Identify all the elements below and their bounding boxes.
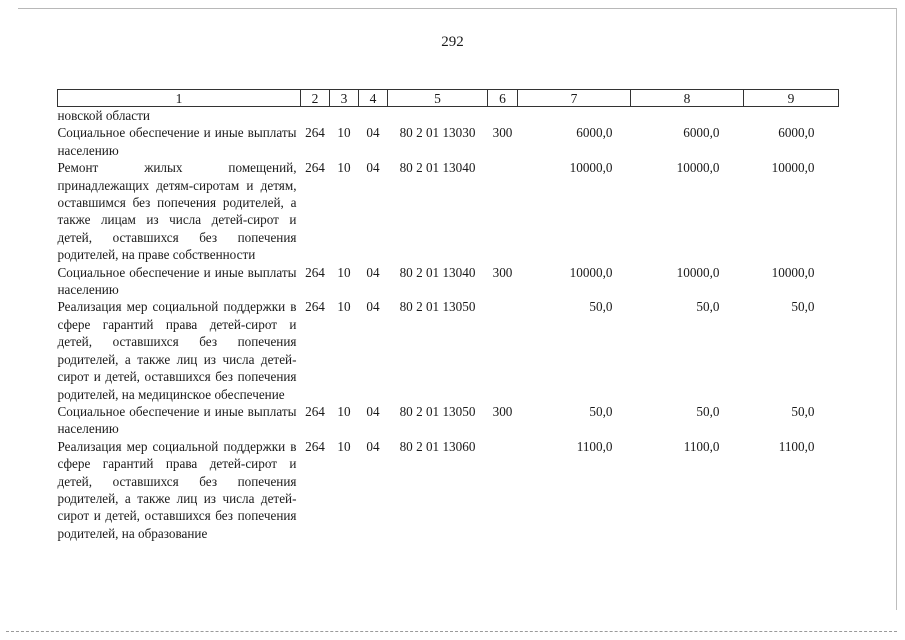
row-col-9: 10000,0 [771,264,815,280]
row-col-3: 10 [337,264,351,280]
header-col-9: 9 [744,90,839,107]
row-col-7: 1100,0 [576,438,613,454]
row-col-4: 04 [366,264,380,280]
row-col-5: 80 2 01 13040 [399,264,476,280]
row-col-8: 6000,0 [683,125,720,141]
row-name: Ремонт жилых помещений, принадлежащих детям-сиротам и детям, оставшимся без попечения родителей, а также лицам из числа детей-сирот и детей, оставшихся без попечения родителей, на праве собственности [57,160,297,263]
row-col-6: 300 [492,125,513,141]
row-col-9: 10000,0 [771,160,815,176]
row-col-4: 04 [366,160,380,176]
continuation-row [58,107,839,125]
row-col-8: 10000,0 [676,264,720,280]
table-row [58,298,839,402]
row-col-2: 264 [305,299,325,315]
header-col-6: 6 [488,90,518,107]
header-col-5: 5 [388,90,488,107]
row-col-6: 300 [492,403,513,419]
header-col-4: 4 [359,90,388,107]
row-col-7: 10000,0 [569,264,613,280]
table-row [58,124,839,159]
row-name: Социальное обеспечение и иные выплаты населению [57,264,297,298]
row-col-4: 04 [366,438,380,454]
row-name: Реализация мер социальной поддержки в сфере гарантий права детей-сирот и детей, оставшихся без попечения родителей, а также лиц из числа детей-сирот и детей, оставшихся без попечения родителей, на образование [57,438,297,541]
row-col-3: 10 [337,299,351,315]
header-col-8: 8 [631,90,744,107]
row-col-5: 80 2 01 13040 [399,160,476,176]
row-col-6 [488,438,518,542]
row-col-3: 10 [337,125,351,141]
row-col-2: 264 [305,438,325,454]
header-col-1: 1 [58,90,301,107]
table-row [58,159,839,263]
table-row [58,403,839,438]
header-col-7: 7 [518,90,631,107]
row-col-8: 50,0 [696,403,720,419]
page-edge-right [896,8,897,610]
row-col-2: 264 [305,264,325,280]
row-col-5: 80 2 01 13050 [399,299,476,315]
row-col-3: 10 [337,160,351,176]
row-col-7: 50,0 [589,403,613,419]
row-col-7: 6000,0 [576,125,613,141]
table-row [58,264,839,299]
row-col-8: 50,0 [696,299,720,315]
row-col-6 [488,159,518,263]
row-col-7: 10000,0 [569,160,613,176]
budget-table [57,89,839,542]
row-col-5: 80 2 01 13030 [399,125,476,141]
page-edge-top [18,8,897,9]
header-col-3: 3 [330,90,359,107]
page-number: 292 [441,34,464,50]
row-col-5: 80 2 01 13050 [399,403,476,419]
row-col-2: 264 [305,125,325,141]
row-name: Социальное обеспечение и иные выплаты населению [57,403,297,437]
row-name: Социальное обеспечение и иные выплаты населению [57,125,297,158]
row-col-9: 50,0 [791,299,815,315]
table-row [58,438,839,542]
row-col-9: 1100,0 [778,438,815,454]
row-col-3: 10 [337,403,351,419]
row-col-4: 04 [366,299,380,315]
row-col-4: 04 [366,403,380,419]
row-col-6 [488,298,518,402]
row-col-9: 50,0 [791,403,815,419]
continuation-text: новской области [57,108,150,123]
row-col-3: 10 [337,438,351,454]
row-col-7: 50,0 [589,299,613,315]
row-col-5: 80 2 01 13060 [399,438,476,454]
row-col-2: 264 [305,403,325,419]
table-header-row [58,90,839,107]
row-name: Реализация мер социальной поддержки в сфере гарантий права детей-сирот и детей, оставшихся без попечения родителей, а также лиц из числа детей-сирот и детей, оставшихся без попечения родителей, на медицинское обеспечение [57,299,297,402]
row-col-8: 1100,0 [683,438,720,454]
row-col-8: 10000,0 [676,160,720,176]
page-edge-bottom [6,631,897,632]
row-col-4: 04 [366,125,380,141]
row-col-9: 6000,0 [778,125,815,141]
row-col-2: 264 [305,160,325,176]
row-col-6: 300 [492,264,513,280]
header-col-2: 2 [301,90,330,107]
